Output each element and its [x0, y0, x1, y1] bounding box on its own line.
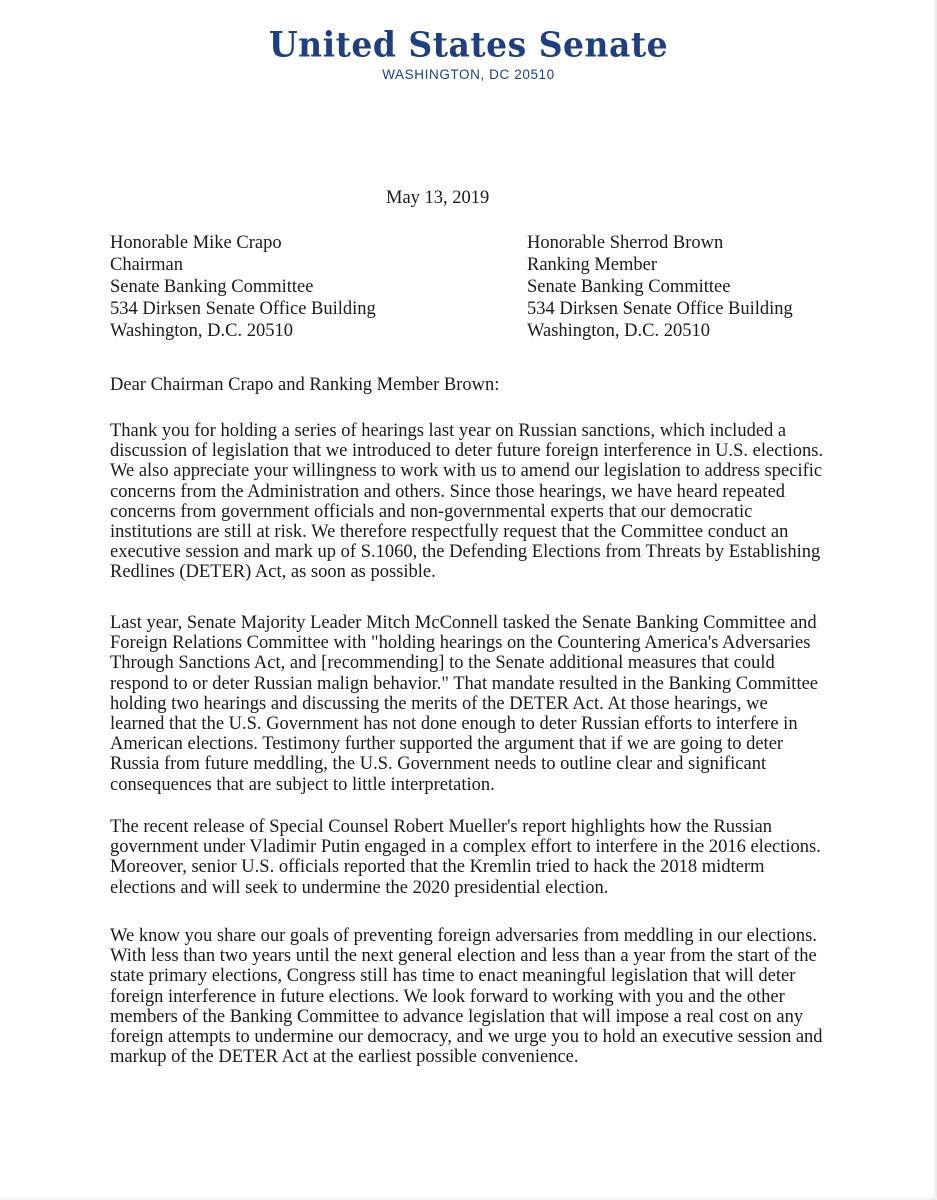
letterhead [0, 26, 937, 83]
body-paragraph-4: We know you share our goals of preventing foreign adversaries from meddling in our elections. With less than two years until the next general election and less than a year from the start of the state primary elections, Congress still has time to enact meaningful legislation that will deter foreign interference in future elections. We look forward to working with you and the other members of the Banking Committee to advance legislation that will impose a real cost on any foreign attempts to undermine our democracy, and we urge you to hold an executive session and markup of the DETER Act at the earliest possible convenience. [110, 926, 823, 1068]
addressee-left-building: 534 Dirksen Senate Office Building [110, 299, 376, 319]
body-paragraph-3: The recent release of Special Counsel Robert Mueller's report highlights how the Russian government under Vladimir Putin engaged in a complex effort to interfere in the 2016 elections. Moreover, senior U.S. officials reported that the Kremlin tried to hack the 2018 midterm elections and will seek to undermine the 2020 presidential election. [110, 817, 821, 898]
addressee-right-city: Washington, D.C. 20510 [527, 321, 710, 341]
addressee-left-city: Washington, D.C. 20510 [110, 321, 293, 341]
salutation: Dear Chairman Crapo and Ranking Member Brown: [110, 375, 500, 395]
body-paragraph-1: Thank you for holding a series of hearings last year on Russian sanctions, which included a discussion of legislation that we introduced to deter future foreign interference in U.S. elections. We also appreciate your willingness to work with us to amend our legislation to address specific concerns from the Administration and others. Since those hearings, we have heard repeated concerns from government officials and non-governmental experts that our democratic institutions are still at risk. We therefore respectfully request that the Committee conduct an executive session and mark up of S.1060, the Defending Elections from Threats by Establishing Redlines (DETER) Act, as soon as possible. [110, 421, 824, 583]
addressee-left-committee: Senate Banking Committee [110, 277, 314, 297]
addressee-right-title: Ranking Member [527, 255, 657, 275]
body-paragraph-2: Last year, Senate Majority Leader Mitch McConnell tasked the Senate Banking Committee and Foreign Relations Committee with "holding hearings on the Countering America's Adversaries Through Sanctions Act, and [recommending] to the Senate additional measures that could respond to or deter Russian malign behavior." That mandate resulted in the Banking Committee holding two hearings and discussing the merits of the DETER Act. At those hearings, we learned that the U.S. Government has not done enough to deter Russian efforts to interfere in American elections. Testimony further supported the argument that if we are going to deter Russia from future meddling, the U.S. Government needs to outline clear and significant consequences that are subject to little interpretation. [110, 613, 819, 795]
letterhead-title: United States Senate [268, 24, 669, 65]
addressee-right-committee: Senate Banking Committee [527, 277, 731, 297]
addressee-right-name: Honorable Sherrod Brown [527, 233, 724, 253]
addressee-right [527, 232, 793, 342]
addressee-left-name: Honorable Mike Crapo [110, 233, 282, 253]
letter-date: May 13, 2019 [386, 188, 490, 208]
addressee-right-building: 534 Dirksen Senate Office Building [527, 299, 793, 319]
letterhead-address: WASHINGTON, DC 20510 [382, 67, 555, 82]
addressee-left-title: Chairman [110, 255, 183, 275]
addressee-left [110, 232, 376, 342]
